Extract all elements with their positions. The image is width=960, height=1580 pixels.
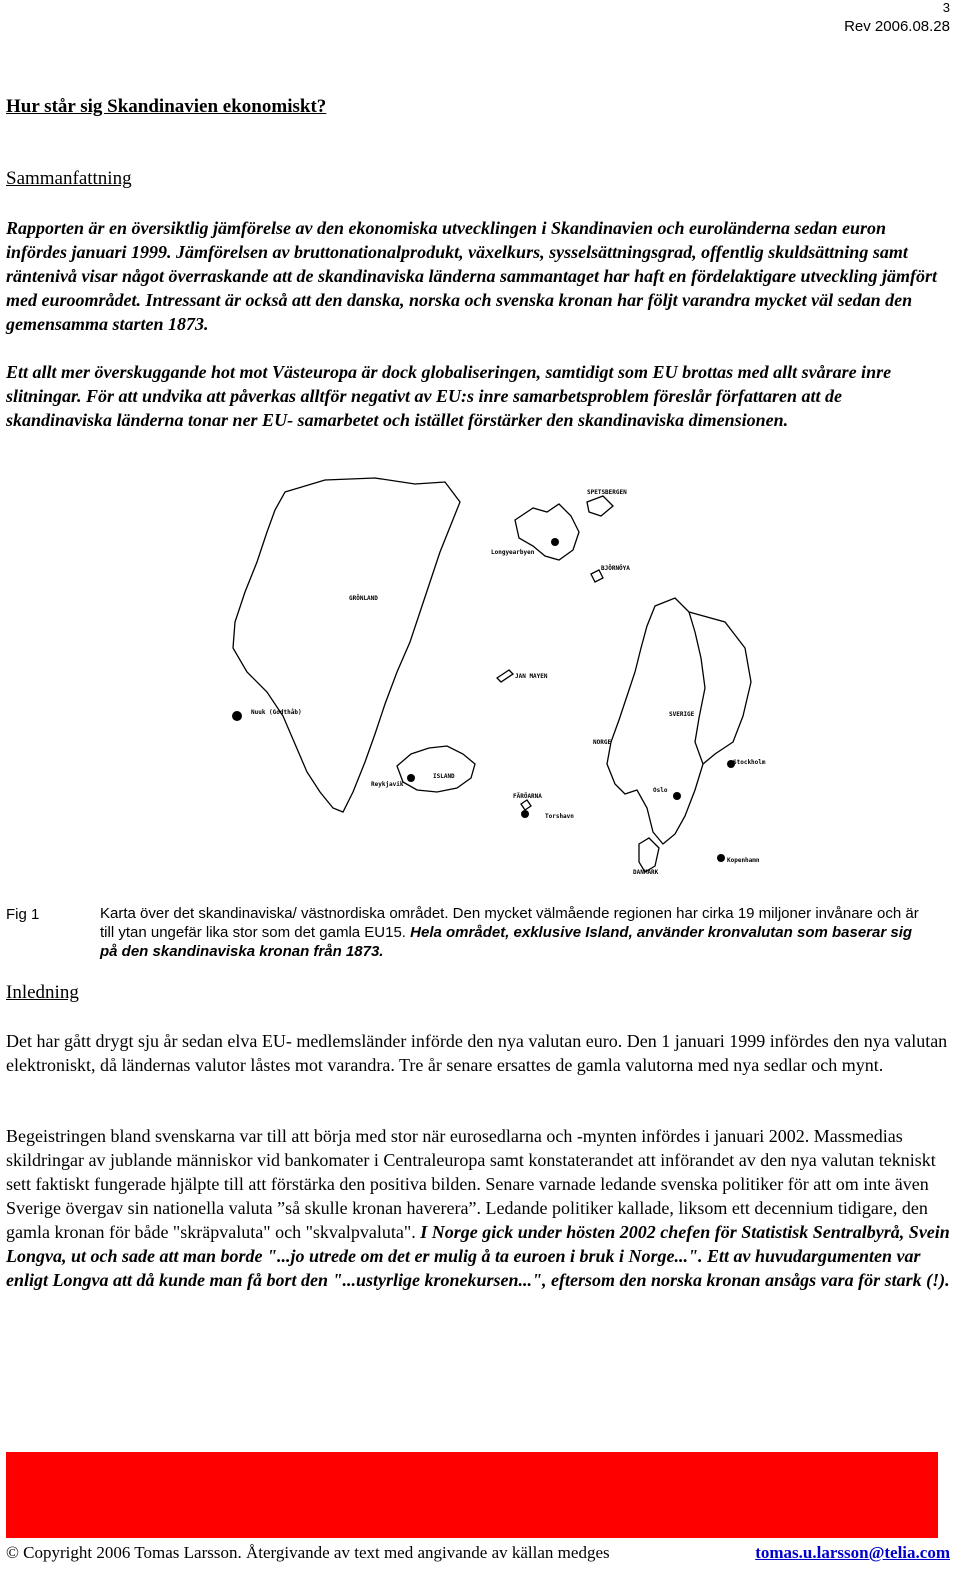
label-stockholm: Stockholm — [733, 759, 766, 766]
greenland-outline — [233, 478, 460, 812]
iceland-outline — [397, 746, 475, 792]
figure-label: Fig 1 — [6, 906, 40, 923]
label-norge: NORGE — [593, 739, 612, 746]
label-danmark: DANMARK — [633, 869, 659, 876]
figure-caption — [100, 904, 920, 961]
intro-paragraph-2-plain: Begeistringen bland svenskarna var till att börja med stor när eurosedlarna och -mynten infördes i januari 2002. Massmedias skildringar av jublande människor vid bankomater i Centraleuropa samt konstaterandet att införandet av den nya valutan tekniskt sett faktiskt fungerade hjälpte till att förstärka den positiva bilden. Senare varnade ledande svenska politiker för att om inte även Sverige övergav sin nationella valuta ”så skulle kronan haverera”. Ledande politiker kallade, liksom ett decennium tidigare, den gamla kronan för både "skräpvaluta" och "skvalpvaluta". — [6, 1126, 936, 1242]
email-link[interactable]: tomas.u.larsson@telia.com — [755, 1543, 950, 1562]
intro-paragraph-2-bold: I Norge gick under hösten 2002 chefen för Statistisk Sentralbyrå, Svein Longva, ut och sade att man borde "...jo utrede om det er mulig å ta euroen i bruk i Norge...". Ett av huvudargumenten var enligt Longva att då kunde man få bort den "...ustyrlige kronekursen...", eftersom den norska kronan ansågs vara för stark (!). — [6, 1222, 950, 1290]
jan-mayen-outline — [497, 670, 513, 682]
faroes-outline — [521, 800, 531, 810]
red-banner — [6, 1452, 938, 1538]
label-kopenhamn: Kopenhamn — [727, 857, 760, 864]
page-number: 3 — [942, 0, 950, 15]
label-reykjavik: Reykjavik — [371, 781, 404, 788]
label-jan-mayen: JAN MAYEN — [515, 673, 548, 680]
document-title: Hur står sig Skandinavien ekonomiskt? — [6, 96, 327, 117]
oslo-dot — [673, 792, 681, 800]
scandinavia-map — [215, 472, 775, 880]
label-island: ISLAND — [433, 773, 455, 780]
footer — [6, 1543, 950, 1563]
label-bjornoya: BJÖRNÖYA — [601, 565, 630, 572]
intro-heading: Inledning — [6, 982, 79, 1003]
label-spetsbergen: SPETSBERGEN — [587, 489, 627, 496]
label-gronland: GRÖNLAND — [349, 595, 378, 602]
summary-paragraph-1: Rapporten är en översiktlig jämförelse av den ekonomiska utvecklingen i Skandinavien och euroländerna sedan euron infördes januari 1999. Jämförelsen av bruttonationalprodukt, växelkurs, sysselsättningsgrad, offentlig skuldsättning samt räntenivå visar något överraskande att de skandinaviska länderna sammantaget har haft en fördelaktigare utveckling jämfört med euroområdet. Intressant är också att den danska, norska och svenska kronan har följt varandra mycket väl sedan den gemensamma starten 1873. — [6, 218, 938, 334]
copyright-text: © Copyright 2006 Tomas Larsson. Återgivande av text med angivande av källan medges — [6, 1543, 610, 1562]
denmark-outline — [639, 838, 659, 872]
label-nuuk: Nuuk (Godthåb) — [251, 709, 302, 716]
label-faroarna: FÄRÖARNA — [513, 793, 542, 800]
intro-paragraph-1: Det har gått drygt sju år sedan elva EU- medlemsländer införde den nya valutan euro. Den 1 januari 1999 infördes den nya valutan elektroniskt, då ländernas valutor låstes mot varandra. Tre år senare ersattes de gamla valutorna med nya sedlar och mynt. — [6, 1031, 948, 1075]
figure-caption-bold: Hela området, exklusive Island, använder kronvalutan som baserar sig på den skandinaviska kronan från 1873. — [100, 924, 913, 960]
longyearbyen-dot — [551, 538, 559, 546]
intro-paragraph-2 — [6, 1124, 950, 1292]
kopenhamn-dot — [717, 854, 725, 862]
nuuk-dot — [232, 711, 242, 721]
revision-date: Rev 2006.08.28 — [844, 18, 950, 35]
map-drawing — [215, 472, 775, 880]
label-sverige: SVERIGE — [669, 711, 695, 718]
torshavn-dot — [521, 810, 529, 818]
label-longyearbyen: Longyearbyen — [491, 549, 535, 556]
summary-paragraph-2: Ett allt mer överskuggande hot mot Västeuropa är dock globaliseringen, samtidigt som EU brottas med allt svårare inre slitningar. För att undvika att påverkas alltför negativt av EU:s inre samarbetsproblem föreslår författaren att de skandinaviska länderna tonar ner EU- samarbetet och istället förstärker den skandinaviska dimensionen. — [6, 362, 892, 430]
summary-heading: Sammanfattning — [6, 168, 132, 189]
label-oslo: Oslo — [653, 787, 668, 794]
label-torshavn: Torshavn — [545, 813, 574, 820]
reykjavik-dot — [407, 774, 415, 782]
figure-caption-plain: Karta över det skandinaviska/ västnordiska området. Den mycket välmående regionen har cirka 19 miljoner invånare och är till ytan ungefär lika stor som det gamla EU15. — [100, 905, 919, 941]
scandinavia-outline — [607, 598, 705, 844]
